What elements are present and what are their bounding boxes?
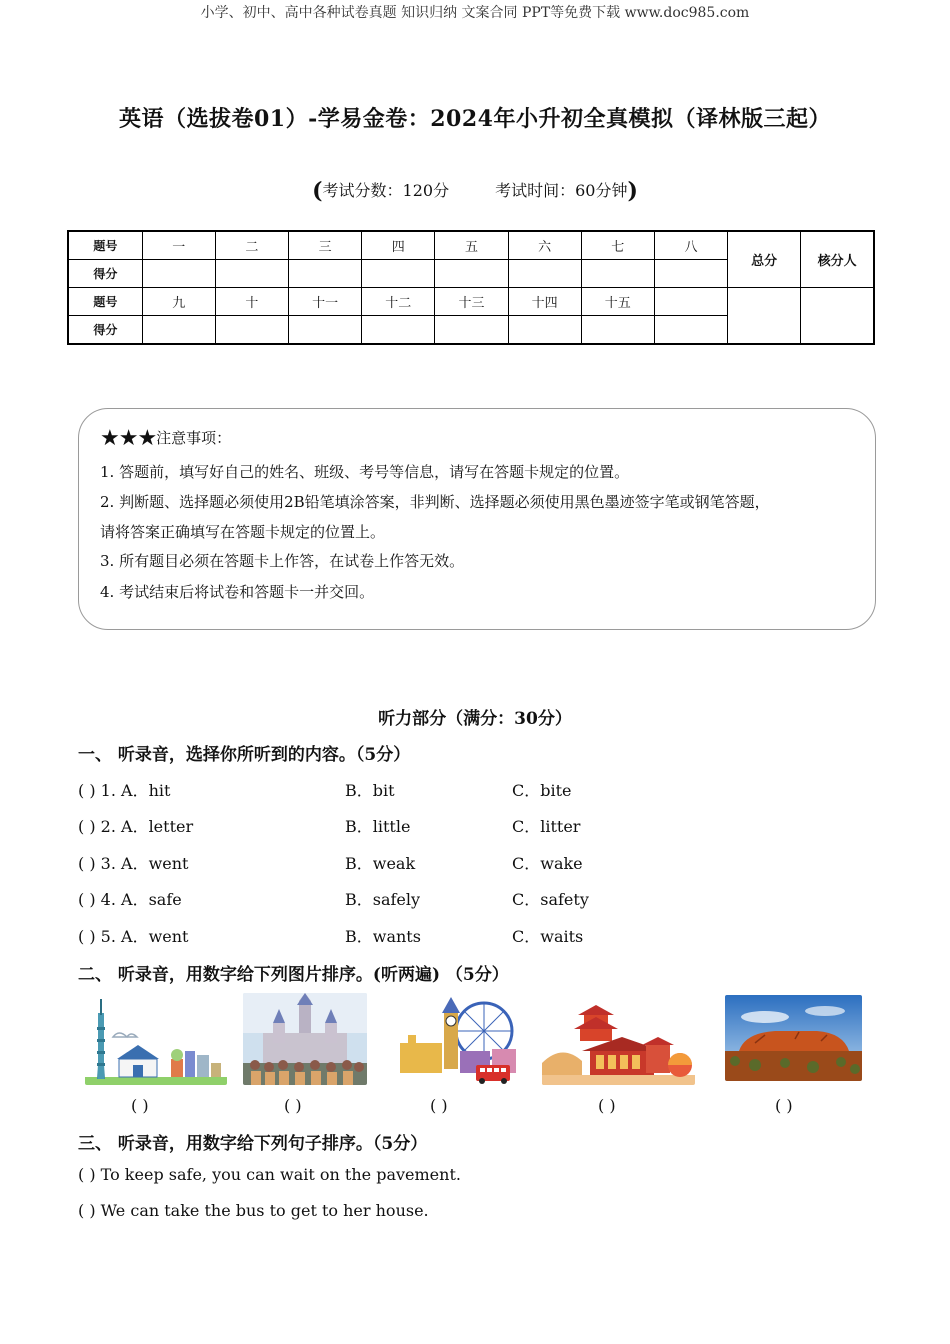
picture-order-bracket[interactable]: ( ) bbox=[131, 1096, 149, 1115]
picture-order-bracket[interactable]: ( ) bbox=[598, 1096, 616, 1115]
page-title: 英语（选拔卷01）-学易金卷：2024年小升初全真模拟（译林版三起） bbox=[119, 106, 831, 132]
score-cell[interactable] bbox=[508, 316, 581, 345]
picture-order-bracket[interactable]: ( ) bbox=[284, 1096, 302, 1115]
question-row bbox=[78, 887, 778, 909]
option-b: B．weak bbox=[345, 854, 416, 873]
score-cell[interactable] bbox=[654, 316, 727, 345]
score-cell[interactable] bbox=[435, 316, 508, 345]
question-number-cell: 四 bbox=[362, 231, 435, 260]
question-number-cell: 七 bbox=[581, 231, 654, 260]
score-cell[interactable] bbox=[289, 260, 362, 288]
score-cell[interactable] bbox=[215, 260, 288, 288]
score-table bbox=[67, 230, 875, 345]
score-cell[interactable] bbox=[581, 260, 654, 288]
score-cell[interactable] bbox=[215, 316, 288, 345]
question-number-cell bbox=[654, 288, 727, 316]
exam-info: (考试分数：120分 考试时间：60分钟) bbox=[312, 178, 638, 204]
sentence-row: ( ) To keep safe, you can wait on the pavement. bbox=[78, 1165, 461, 1184]
notice-line: 4. 考试结束后将试卷和答题卡一并交回。 bbox=[100, 583, 375, 601]
question-number-cell: 十二 bbox=[362, 288, 435, 316]
total-score-cell[interactable] bbox=[728, 288, 801, 345]
question-row bbox=[78, 814, 778, 836]
option-b: B．bit bbox=[345, 781, 395, 800]
score-cell[interactable] bbox=[142, 260, 215, 288]
london-landmarks-picture bbox=[396, 993, 520, 1085]
question-number-cell: 二 bbox=[215, 231, 288, 260]
option-b: B．safely bbox=[345, 890, 421, 909]
notice-line: 请将答案正确填写在答题卡规定的位置上。 bbox=[100, 523, 386, 541]
question-row bbox=[78, 778, 778, 800]
question-number-cell: 五 bbox=[435, 231, 508, 260]
picture-order-bracket[interactable]: ( ) bbox=[775, 1096, 793, 1115]
section3-heading: 三、 听录音，用数字给下列句子排序。（5分） bbox=[78, 1134, 428, 1154]
option-c: C．bite bbox=[512, 781, 572, 800]
score-cell[interactable] bbox=[142, 316, 215, 345]
question-row bbox=[78, 924, 778, 946]
beijing-landmarks-picture bbox=[542, 1003, 695, 1085]
notice-line: 3. 所有题目必须在答题卡上作答，在试卷上作答无效。 bbox=[100, 552, 465, 570]
option-b: B．little bbox=[345, 817, 411, 836]
row-label-score: 得分 bbox=[68, 260, 142, 288]
listening-section-title: 听力部分（满分：30分） bbox=[378, 709, 572, 729]
row-label-number: 题号 bbox=[68, 288, 142, 316]
question-row bbox=[78, 851, 778, 873]
score-cell[interactable] bbox=[362, 260, 435, 288]
taipei-skyline-picture bbox=[85, 993, 227, 1085]
question-number-cell: 八 bbox=[654, 231, 727, 260]
score-cell[interactable] bbox=[435, 260, 508, 288]
option-c: C．litter bbox=[512, 817, 581, 836]
question-number-cell: 十四 bbox=[508, 288, 581, 316]
star-icon: ★★★ bbox=[100, 426, 157, 451]
question-number-cell: 一 bbox=[142, 231, 215, 260]
section1-heading: 一、 听录音，选择你所听到的内容。（5分） bbox=[78, 745, 411, 765]
notice-line: 1. 答题前，填写好自己的姓名、班级、考号等信息，请写在答题卡规定的位置。 bbox=[100, 463, 630, 481]
row-label-score: 得分 bbox=[68, 316, 142, 345]
section2-heading: 二、 听录音，用数字给下列图片排序。(听两遍) （5分） bbox=[78, 965, 509, 985]
score-cell[interactable] bbox=[581, 316, 654, 345]
question-number-cell: 十 bbox=[215, 288, 288, 316]
question-number-cell: 三 bbox=[289, 231, 362, 260]
question-stem: ( ) 4. A．safe bbox=[78, 890, 182, 909]
total-score-header: 总分 bbox=[728, 231, 801, 288]
option-b: B．wants bbox=[345, 927, 421, 946]
notice-line: 2. 判断题、选择题必须使用2B铅笔填涂答案，非判断、选择题必须使用黑色墨迹签字笔或钢笔答题， bbox=[100, 493, 770, 511]
disneyland-castle-photo bbox=[243, 993, 367, 1085]
question-stem: ( ) 3. A．went bbox=[78, 854, 189, 873]
checker-cell[interactable] bbox=[801, 288, 874, 345]
exam-time-label: 考试时间：60分钟 bbox=[495, 181, 628, 200]
question-number-cell: 六 bbox=[508, 231, 581, 260]
question-stem: ( ) 1. A．hit bbox=[78, 781, 171, 800]
notice-heading bbox=[100, 426, 231, 451]
checker-header: 核分人 bbox=[801, 231, 874, 288]
exam-score-label: 考试分数：120分 bbox=[322, 181, 450, 200]
header-banner: 小学、初中、高中各种试卷真题 知识归纳 文案合同 PPT等免费下载 www.doc985.com bbox=[200, 5, 750, 21]
row-label-number: 题号 bbox=[68, 231, 142, 260]
score-cell[interactable] bbox=[654, 260, 727, 288]
question-number-cell: 九 bbox=[142, 288, 215, 316]
notice-heading-text: 注意事项： bbox=[156, 429, 232, 447]
sentence-row: ( ) We can take the bus to get to her house. bbox=[78, 1201, 429, 1220]
uluru-photo bbox=[725, 995, 862, 1081]
score-cell[interactable] bbox=[508, 260, 581, 288]
question-number-cell: 十五 bbox=[581, 288, 654, 316]
option-c: C．wake bbox=[512, 854, 583, 873]
question-number-cell: 十三 bbox=[435, 288, 508, 316]
option-c: C．waits bbox=[512, 927, 584, 946]
picture-order-bracket[interactable]: ( ) bbox=[430, 1096, 448, 1115]
question-stem: ( ) 2. A．letter bbox=[78, 817, 194, 836]
score-cell[interactable] bbox=[289, 316, 362, 345]
score-cell[interactable] bbox=[362, 316, 435, 345]
option-c: C．safety bbox=[512, 890, 589, 909]
question-number-cell: 十一 bbox=[289, 288, 362, 316]
question-stem: ( ) 5. A．went bbox=[78, 927, 189, 946]
